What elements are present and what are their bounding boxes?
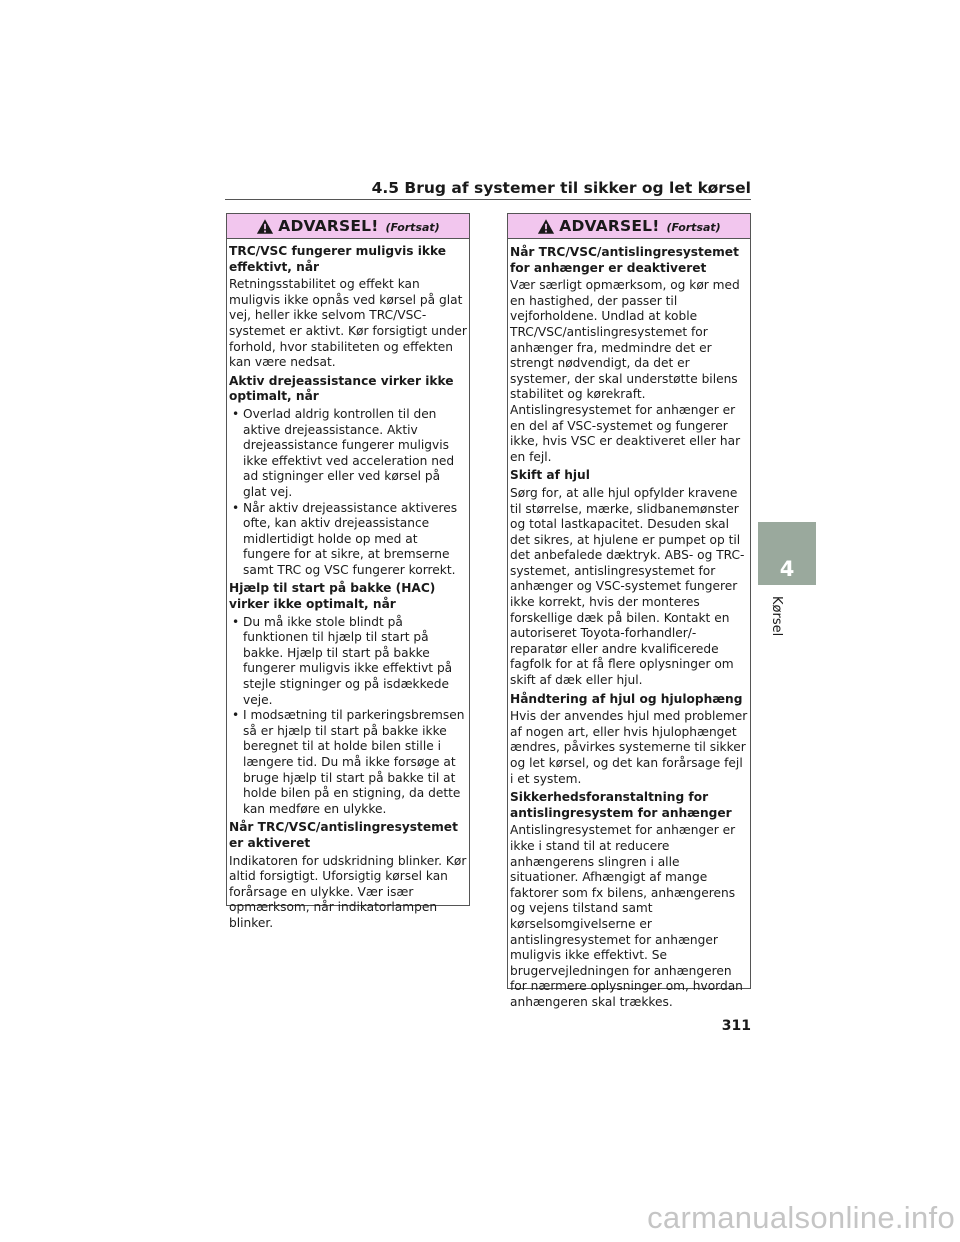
paragraph: Vær særligt opmærksom, og kør med en hastighed, der passer til vejforholdene. Undlad at koble TRC/VSC/antislingresystemet for anhænger fra, medmindre det er strengt nødvendigt, da det er systemer, der skal understøtte bilens stabilitet og kørekraft. Antislingresystemet for anhænger er en del af VSC-systemet og fungerer ikke, hvis VSC er deaktiveret eller har en fejl.: [510, 278, 741, 464]
header-divider: [225, 199, 751, 200]
section-heading: Håndtering af hjul og hjulophæng: [510, 691, 743, 706]
list-item: • I modsætning til parkeringsbremsen så er hjælp til start på bakke ikke beregnet til at holde bilen stille i længere tid. Du må ikke forsøge at bruge hjælp til start på bakke til at holde bilen på en stigning, da dette kan medføre en ulykke.: [229, 708, 467, 817]
section-heading: TRC/VSC fungerer muligvis ikke effektivt, når: [229, 244, 447, 274]
warning-box-right: [507, 213, 751, 1009]
warning-subtitle: (Fortsat): [385, 221, 440, 234]
page-number: 311: [721, 1018, 751, 1034]
warning-triangle-icon: [537, 218, 555, 235]
watermark: carmanualsonline.info: [647, 1200, 955, 1235]
chapter-label: Kørsel: [769, 596, 784, 637]
chapter-number: 4: [779, 556, 795, 581]
paragraph: Retningsstabilitet og effekt kan muligvis ikke opnås ved kørsel på glat vej, heller ikke selvom TRC/VSC-systemet er aktivt. Kør forsigtigt under forhold, hvor stabiliteten og effekten kan være nedsat.: [229, 277, 467, 370]
paragraph: Sørg for, at alle hjul opfylder kravene til størrelse, mærke, slidbanemønster og total lastkapacitet. Desuden skal det sikres, at hjulene er pumpet op til det anbefalede dæktryk. ABS- og TRC-systemet, antislingresystemet for anhænger og VSC-systemet fungerer ikke korrekt, hvis der monteres forskellige dæk på bilen. Kontakt en autoriseret Toyota-forhandler/-reparatør eller andre kvalificerede fagfolk for at få flere oplysninger om skift af dæk eller hjul.: [510, 485, 745, 688]
list-item: • Du må ikke stole blindt på funktionen til hjælp til start på bakke. Hjælp til start på bakke fungerer muligvis ikke effektivt på stejle stigninger og på isdækkede veje.: [229, 615, 467, 709]
section-heading: Sikkerhedsforanstaltning for antislingresystem for anhænger: [510, 790, 732, 820]
warning-title: ADVARSEL!: [278, 217, 379, 235]
section-header: 4.5 Brug af systemer til sikker og let kørsel: [371, 179, 751, 197]
warning-banner: [227, 214, 469, 239]
section-heading: Når TRC/VSC/antislingresystemet er aktiveret: [229, 820, 458, 850]
paragraph: Hvis der anvendes hjul med problemer af nogen art, eller hvis hjulophænget ændres, påvirkes systemerne til sikker og let kørsel, og det kan forårsage fejl i et system.: [510, 709, 748, 786]
paragraph: Antislingresystemet for anhænger er ikke i stand til at reducere anhængerens slingren i alle situationer. Afhængigt af mange faktorer som fx bilens, anhængerens og vejens tilstand samt kørselsomgivelserne er antislingresystemet for anhænger muligvis ikke effektivt. Se brugervejledningen for anhængeren for nærmere oplysninger om, hvordan anhængeren skal trækkes.: [510, 823, 743, 1009]
warning-content: [508, 239, 750, 1011]
chapter-tab: [758, 522, 816, 585]
warning-box-left: [226, 213, 470, 930]
bullet-list: [229, 407, 467, 579]
list-item: • Når aktiv drejeassistance aktiveres ofte, kan aktiv drejeassistance midlertidigt holde op med at fungere for at sikre, at bremserne samt TRC og VSC fungerer korrekt.: [229, 501, 467, 579]
section-heading: Skift af hjul: [510, 468, 590, 483]
warning-banner: [508, 214, 750, 239]
warning-triangle-icon: [256, 218, 274, 235]
section-heading: Hjælp til start på bakke (HAC) virker ikke optimalt, når: [229, 581, 436, 612]
bullet-list: [229, 615, 467, 818]
warning-subtitle: (Fortsat): [666, 221, 721, 234]
list-item: • Overlad aldrig kontrollen til den aktive drejeassistance. Aktiv drejeassistance fungerer muligvis ikke effektivt ved acceleration ned ad stigninger eller ved kørsel på glat vej.: [229, 407, 467, 501]
section-heading: Aktiv drejeassistance virker ikke optimalt, når: [229, 373, 454, 404]
paragraph: Indikatoren for udskridning blinker. Kør altid forsigtigt. Uforsigtig kørsel kan forårsage en ulykke. Vær især opmærksom, når indikatorlampen blinker.: [229, 853, 467, 930]
warning-title: ADVARSEL!: [559, 217, 660, 235]
warning-content: [227, 239, 469, 932]
section-heading: Når TRC/VSC/antislingresystemet for anhænger er deaktiveret: [510, 245, 739, 275]
